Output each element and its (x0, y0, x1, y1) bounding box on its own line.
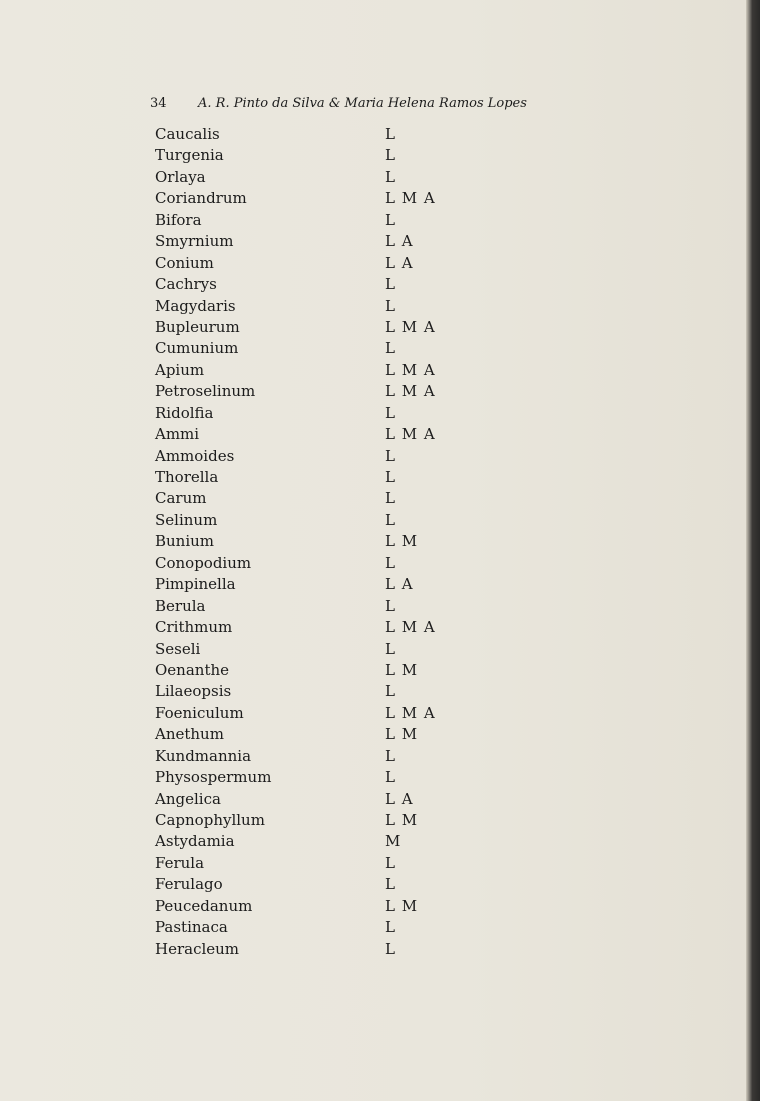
genus-name: Orlaya (155, 167, 206, 186)
distribution-code: L (385, 146, 396, 165)
list-item (155, 917, 455, 938)
list-item (155, 488, 455, 509)
list-item (155, 596, 455, 617)
genus-name: Coriandrum (155, 189, 247, 208)
distribution-code: L M (385, 896, 419, 915)
genus-name: Conopodium (155, 553, 252, 572)
distribution-code: L (385, 468, 396, 486)
distribution-code: L (385, 510, 396, 529)
genus-name: Oenanthe (155, 660, 230, 679)
genus-name: Thorella (155, 468, 219, 486)
genus-name: Crithmum (155, 618, 233, 637)
list-item (155, 831, 455, 852)
distribution-code: L (385, 446, 396, 465)
list-item (155, 124, 455, 145)
genus-name: Caucalis (155, 125, 220, 143)
list-item (155, 338, 455, 359)
list-item (155, 853, 455, 874)
genus-name: Heracleum (155, 939, 240, 958)
list-item (155, 724, 455, 745)
distribution-code: L M A (385, 317, 436, 336)
genus-name: Cumunium (155, 339, 239, 358)
distribution-code: L (385, 403, 396, 422)
distribution-code: L A (385, 253, 414, 272)
genus-name: Physospermum (155, 768, 272, 787)
list-item (155, 317, 455, 338)
distribution-code: L (385, 875, 396, 894)
distribution-code: L M A (385, 189, 436, 208)
distribution-code: L (385, 939, 396, 958)
genus-name: Magydaris (155, 296, 236, 315)
list-item (155, 553, 455, 574)
list-item (155, 896, 455, 917)
genus-name: Berula (155, 596, 206, 615)
list-item (155, 789, 455, 810)
genus-name: Seseli (155, 639, 201, 658)
distribution-code: L M A (385, 382, 436, 401)
list-item (155, 617, 455, 638)
list-item (155, 145, 455, 166)
distribution-code: L M (385, 660, 419, 679)
list-item (155, 274, 455, 295)
genus-name: Apium (155, 360, 205, 379)
list-item (155, 381, 455, 402)
list-item (155, 660, 455, 681)
distribution-code: L A (385, 789, 414, 808)
distribution-code: L (385, 682, 396, 701)
genus-name: Capnophyllum (155, 811, 265, 829)
genus-name: Astydamia (155, 832, 235, 851)
genus-name: Smyrnium (155, 232, 234, 251)
genus-name: Ferulago (155, 875, 223, 894)
genus-name: Selinum (155, 510, 218, 529)
list-item (155, 531, 455, 552)
list-item (155, 574, 455, 595)
genus-name: Petroselinum (155, 382, 256, 401)
list-item (155, 403, 455, 424)
distribution-code: L M (385, 725, 419, 744)
list-item (155, 767, 455, 788)
genus-name: Ammi (155, 425, 200, 444)
distribution-code: L (385, 768, 396, 787)
genus-name: Ferula (155, 853, 205, 872)
genus-name: Ridolfia (155, 403, 214, 422)
distribution-code: L (385, 746, 396, 765)
list-item (155, 231, 455, 252)
list-item (155, 424, 455, 445)
list-item (155, 746, 455, 767)
genus-name: Pimpinella (155, 575, 236, 594)
distribution-code: L M (385, 532, 419, 551)
distribution-code: L (385, 167, 396, 186)
list-item (155, 510, 455, 531)
distribution-code: L (385, 918, 396, 937)
page-header (150, 96, 620, 116)
distribution-code: L (385, 296, 396, 315)
list-item (155, 167, 455, 188)
genus-name: Peucedanum (155, 896, 253, 915)
genus-name: Pastinaca (155, 918, 228, 937)
distribution-code: L (385, 853, 396, 872)
list-item (155, 810, 455, 831)
distribution-code: L (385, 339, 396, 358)
list-item (155, 939, 455, 960)
running-head: A. R. Pinto da Silva & Maria Helena Ramos Lopes (198, 96, 527, 111)
distribution-code: L M A (385, 360, 436, 379)
list-item (155, 681, 455, 702)
list-item (155, 188, 455, 209)
genus-name: Angelica (155, 789, 221, 808)
list-item (155, 703, 455, 724)
genus-name: Conium (155, 253, 214, 272)
genus-name: Bupleurum (155, 317, 240, 336)
genus-name: Foeniculum (155, 703, 244, 722)
distribution-code: L A (385, 575, 414, 594)
list-item (155, 210, 455, 231)
genus-name: Ammoides (155, 446, 235, 465)
genus-name: Lilaeopsis (155, 682, 232, 701)
distribution-code: L M (385, 811, 419, 829)
list-item (155, 467, 455, 488)
list-item (155, 874, 455, 895)
genus-name: Carum (155, 489, 207, 508)
genus-name: Turgenia (155, 146, 224, 165)
distribution-code: M (385, 832, 402, 851)
distribution-code: L (385, 210, 396, 229)
distribution-code: L M A (385, 703, 436, 722)
distribution-code: L M A (385, 425, 436, 444)
distribution-code: L (385, 489, 396, 508)
genus-name: Kundmannia (155, 746, 252, 765)
list-item (155, 253, 455, 274)
list-item (155, 360, 455, 381)
list-item (155, 639, 455, 660)
distribution-code: L (385, 596, 396, 615)
distribution-code: L (385, 639, 396, 658)
list-item (155, 446, 455, 467)
genus-name: Anethum (155, 725, 224, 744)
distribution-code: L M A (385, 618, 436, 637)
page-edge-shadow (746, 0, 760, 1101)
genus-name: Bifora (155, 210, 202, 229)
distribution-code: L A (385, 232, 414, 251)
page-number: 34 (150, 96, 167, 111)
list-item (155, 296, 455, 317)
genus-name: Bunium (155, 532, 215, 551)
distribution-code: L (385, 275, 396, 294)
distribution-code: L (385, 553, 396, 572)
genus-list (155, 124, 455, 960)
distribution-code: L (385, 125, 396, 143)
genus-name: Cachrys (155, 275, 217, 294)
